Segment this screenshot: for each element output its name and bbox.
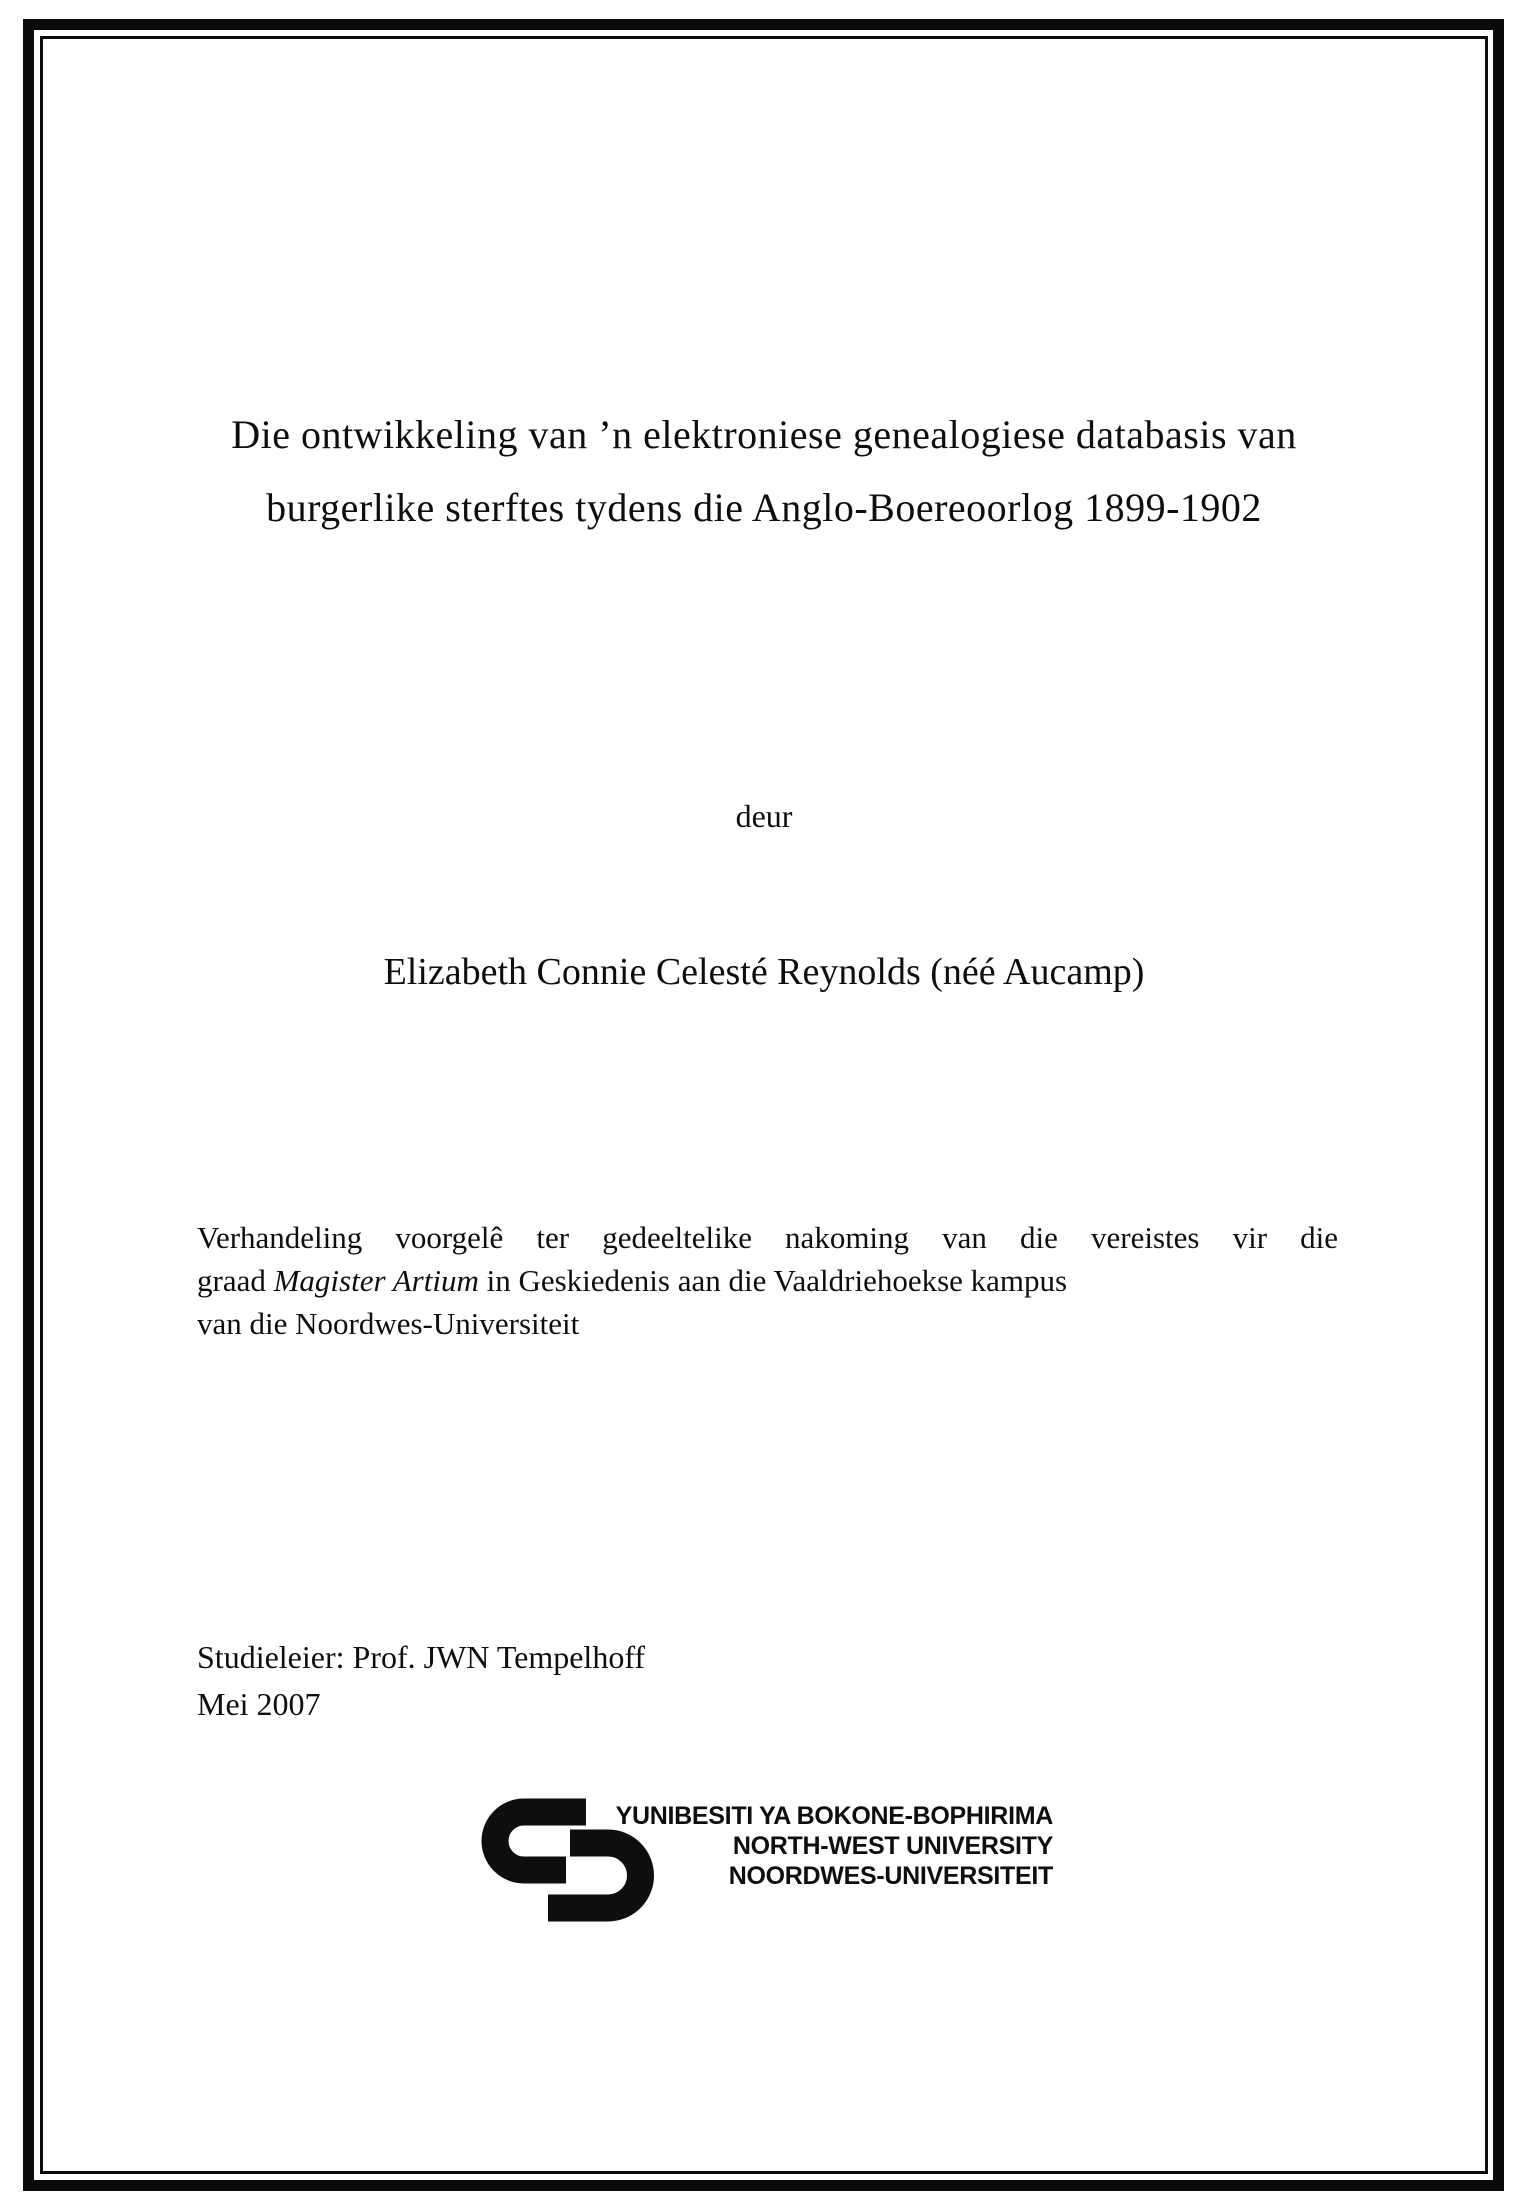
university-logo-text: [598, 1801, 1053, 1891]
degree-statement-line3: van die Noordwes-Universiteit: [197, 1306, 580, 1341]
thesis-title: [60, 398, 1468, 544]
thesis-title-line2: burgerlike sterftes tydens die Anglo-Boereoorlog 1899-1902: [266, 485, 1262, 530]
logo-line-afrikaans: NOORDWES-UNIVERSITEIT: [728, 1862, 1053, 1890]
byline-deur: deur: [735, 798, 793, 834]
supervisor-line: Studieleier: Prof. JWN Tempelhoff: [197, 1639, 646, 1675]
degree-statement-line2-pre: graad: [197, 1263, 274, 1298]
supervisor-and-date: [197, 1634, 1097, 1728]
thesis-title-line1: Die ontwikkeling van ’n elektroniese genealogiese databasis van: [231, 412, 1297, 457]
logo-line-english: NORTH-WEST UNIVERSITY: [732, 1832, 1053, 1860]
university-logo: [468, 1795, 1068, 1970]
author-name: Elizabeth Connie Celesté Reynolds (néé Aucamp): [383, 951, 1145, 993]
date-line: Mei 2007: [197, 1686, 321, 1722]
degree-statement-line1: Verhandeling voorgelê ter gedeeltelike nakoming van die vereistes vir die: [197, 1220, 1338, 1255]
degree-name-italic: Magister Artium: [273, 1263, 479, 1298]
logo-line-setswana: YUNIBESITI YA BOKONE-BOPHIRIMA: [615, 1802, 1053, 1830]
degree-statement-line2-post: in Geskiedenis aan die Vaaldriehoekse kampus: [478, 1263, 1068, 1298]
degree-statement-line2: [197, 1259, 1338, 1302]
degree-statement: [197, 1216, 1338, 1345]
